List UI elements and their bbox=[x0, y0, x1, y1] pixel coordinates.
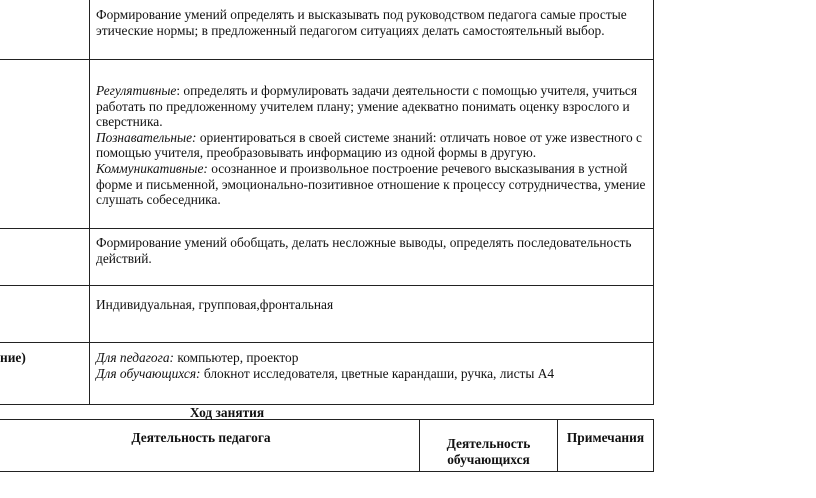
uud-cognitive-label: Познавательные: bbox=[96, 129, 197, 145]
column-header-teacher: Деятельность педагога bbox=[131, 430, 271, 445]
bottom-table-border-right bbox=[653, 419, 654, 472]
uud-communicative-text: осознанное и произвольное построение речевого высказывания в устной форме и письменной, эмоционально-позитивное отношение к процессу сотрудничества, умение слушать собеседника. bbox=[96, 160, 646, 208]
course-title: Ход занятия bbox=[189, 405, 265, 420]
uud-regulative-label: Регулятивные bbox=[96, 83, 177, 98]
meta-results-text: Формирование умений обобщать, делать несложные выводы, определять последовательность действий. bbox=[96, 235, 632, 266]
equipment-teacher-text: компьютер, проектор bbox=[174, 350, 299, 365]
row-divider-1 bbox=[0, 59, 654, 60]
row-equipment-label-fragment bbox=[0, 350, 86, 366]
row-divider-3 bbox=[0, 285, 654, 286]
uud-communicative-label: Коммуникативные: bbox=[96, 160, 208, 176]
equipment-teacher bbox=[96, 350, 652, 366]
bottom-table-bottom bbox=[0, 471, 654, 472]
row-divider-4 bbox=[0, 342, 654, 343]
personal-results-text: Формирование умений определять и высказывать под руководством педагога самые простые этические нормы; в предложенный педагогом ситуациях делать самостоятельный выбор. bbox=[96, 7, 627, 38]
table-border-right bbox=[653, 0, 654, 405]
column-header-students: Деятельность обучающихся bbox=[446, 436, 531, 467]
row-equipment bbox=[96, 350, 652, 381]
equipment-label-fragment: ние) bbox=[0, 350, 26, 365]
table-border-left-col bbox=[89, 0, 90, 405]
uud-regulative: Регулятивные: определять и формулировать задачи деятельности с помощью учителя, учиться работать по предложенному учителем плану; умение адекватно понимать оценку взрослого и сверстника. bbox=[96, 83, 638, 130]
uud-cognitive-text: ориентироваться в своей системе знаний: отличать новое от уже известного с помощью учителя, преобразовывать информацию из одной формы в другую. bbox=[96, 129, 642, 161]
uud-cognitive bbox=[96, 130, 652, 161]
equipment-students-label: Для обучающихся: bbox=[96, 365, 201, 381]
uud-communicative bbox=[96, 161, 652, 208]
row-divider-2 bbox=[0, 228, 654, 229]
row-work-forms bbox=[96, 297, 646, 313]
equipment-students-text: блокнот исследователя, цветные карандаши, ручка, листы А4 bbox=[200, 365, 555, 381]
row-uud bbox=[96, 83, 652, 208]
column-header-notes: Примечания bbox=[566, 430, 645, 445]
row-personal-results bbox=[96, 7, 646, 38]
equipment-teacher-label: Для педагога: bbox=[96, 350, 175, 365]
work-forms-text: Индивидуальная, групповая,фронтальная bbox=[96, 297, 334, 312]
row-meta-results bbox=[96, 235, 646, 266]
equipment-students bbox=[96, 366, 652, 382]
uud-regulative-text: определять и формулировать задачи деятельности с помощью учителя, учиться работать по предложенному учителем плану; умение адекватно понимать оценку взрослого и сверстника. bbox=[96, 83, 638, 130]
